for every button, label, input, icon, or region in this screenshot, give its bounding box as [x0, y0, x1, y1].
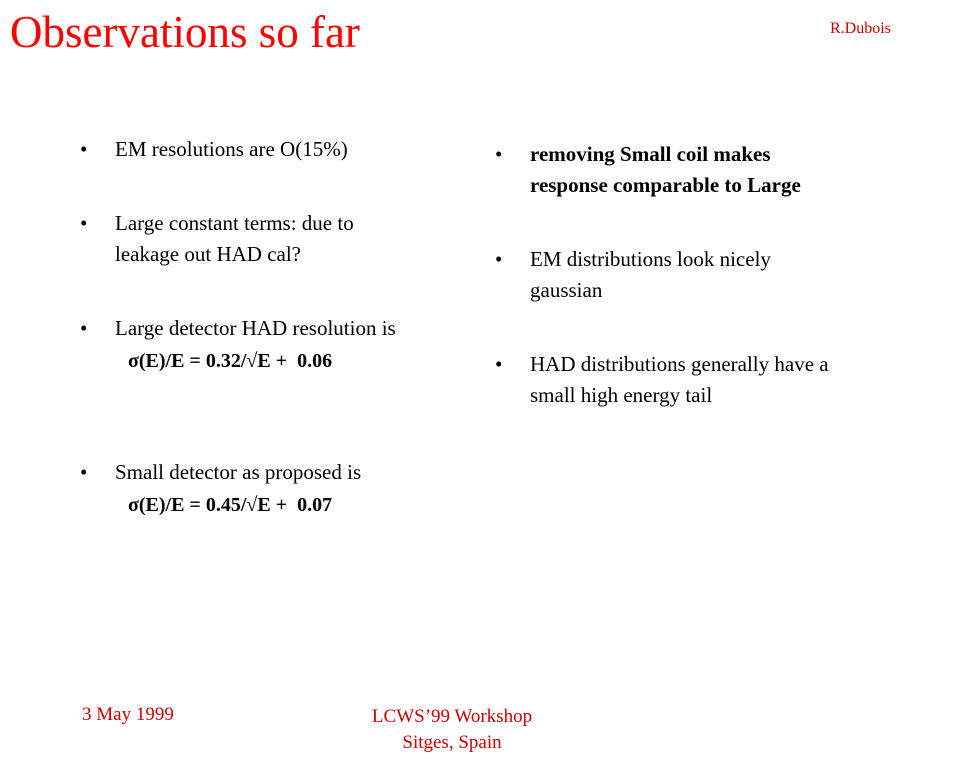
- bullet-icon: •: [80, 460, 88, 484]
- bullet-text: [115, 208, 354, 270]
- footer-event-block: [302, 704, 602, 756]
- bullet-text: [115, 313, 396, 376]
- footer-date: 3 May 1999: [82, 704, 174, 725]
- author-credit: R.Dubois: [830, 20, 891, 37]
- bullet-item-em-resolutions: [80, 134, 480, 165]
- footer-event: LCWS’99 Workshop: [371, 706, 533, 727]
- bullet-line: gaussian: [530, 278, 603, 302]
- bullet-text: [530, 349, 829, 411]
- bullet-line: Small detector as proposed is: [115, 460, 362, 484]
- bullet-icon: •: [495, 352, 503, 376]
- bullet-item-em-distributions: [495, 244, 915, 306]
- bullet-line: EM resolutions are O(15%): [115, 137, 348, 161]
- bullet-icon: •: [80, 316, 88, 340]
- bullet-item-large-had-resolution: [80, 313, 480, 376]
- bullet-icon: •: [80, 137, 88, 161]
- footer-location: Sitges, Spain: [402, 732, 502, 753]
- bullet-line: small high energy tail: [530, 383, 713, 407]
- bullet-icon: •: [495, 142, 503, 166]
- bullet-text: [530, 244, 771, 306]
- bullet-text: [115, 457, 361, 520]
- bullet-line: Large constant terms: due to: [115, 211, 354, 235]
- page-title: Observations so far: [10, 7, 360, 57]
- bullet-line: EM distributions look nicely: [530, 247, 771, 271]
- bullet-item-removing-coil: [495, 139, 915, 201]
- bullet-item-constant-terms: [80, 208, 480, 270]
- resolution-formula: σ(E)/E = 0.45/√E + 0.07: [128, 494, 333, 516]
- bullet-icon: •: [80, 211, 88, 235]
- bullet-text: [530, 139, 801, 201]
- bullet-item-small-detector: [80, 457, 480, 520]
- bullet-item-had-distributions: [495, 349, 915, 411]
- bullet-line: response comparable to Large: [530, 173, 801, 197]
- bullet-line: removing Small coil makes: [530, 142, 771, 166]
- bullet-line: HAD distributions generally have a: [530, 352, 829, 376]
- bullet-line: leakage out HAD cal?: [115, 242, 301, 266]
- resolution-formula: σ(E)/E = 0.32/√E + 0.06: [128, 350, 333, 372]
- bullet-icon: •: [495, 247, 503, 271]
- bullet-line: Large detector HAD resolution is: [115, 316, 396, 340]
- bullet-text: [115, 134, 348, 165]
